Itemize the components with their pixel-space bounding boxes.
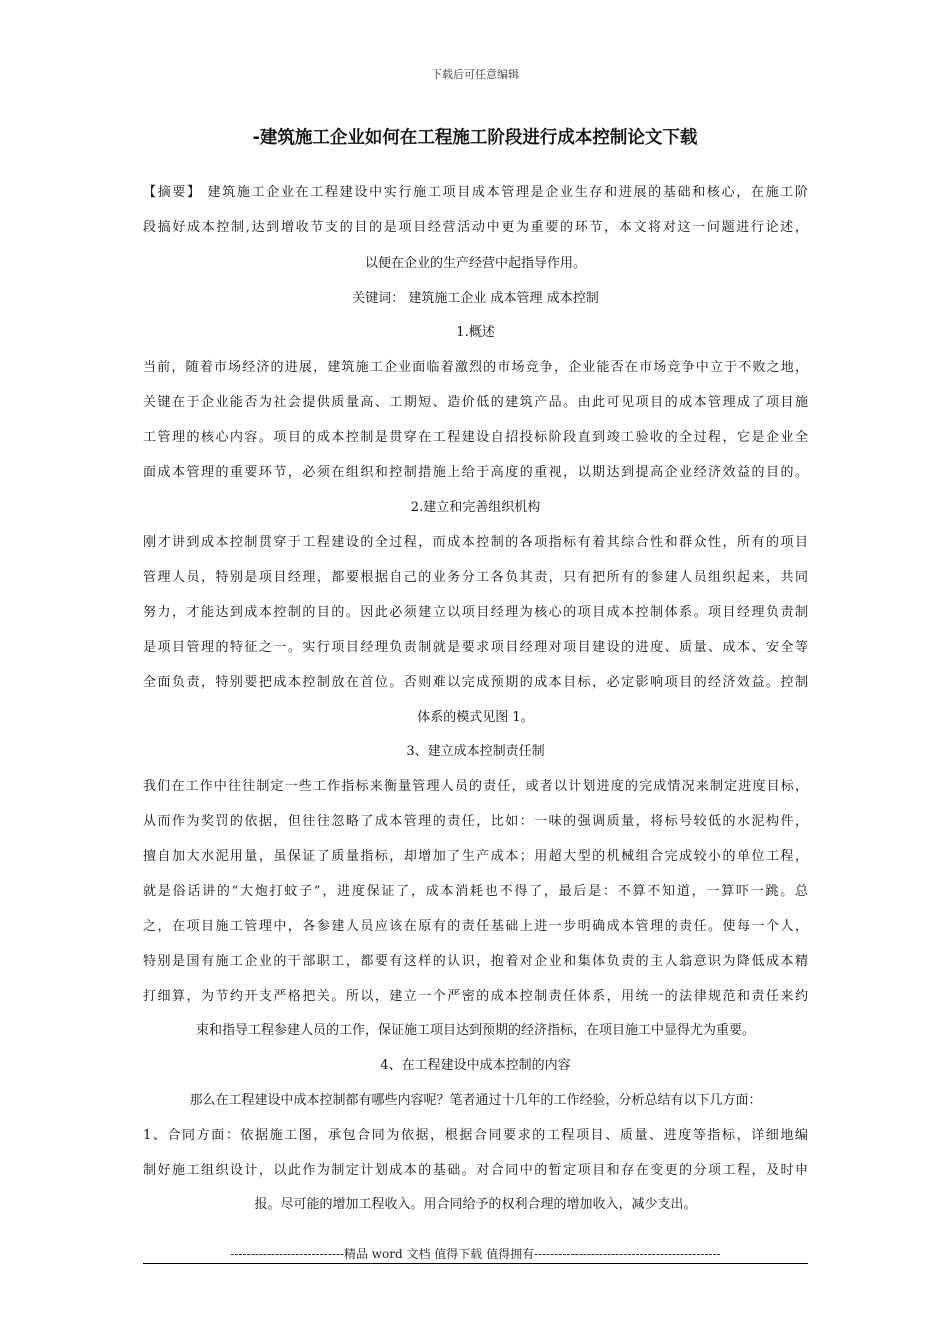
- paragraph-line: 刚才讲到成本控制贯穿于工程建设的全过程，而成本控制的各项指标有着其综合性和群众性，所有的项目: [143, 535, 808, 550]
- section-heading: 2.建立和完善组织机构: [410, 500, 541, 515]
- paragraph-line: 从而作为奖罚的依据，但往往忽略了成本管理的责任，比如：一味的强调质量，将标号较低的水泥构件，: [143, 814, 808, 829]
- paragraph-line: 努力，才能达到成本控制的目的。因此必须建立以项目经理为核心的项目成本控制体系。项目经理负责制: [143, 605, 808, 620]
- abstract-line: 【摘要】 建筑施工企业在工程建设中实行施工项目成本管理是企业生存和进展的基础和核心，在施工阶: [143, 185, 808, 200]
- paragraph-line: 是项目管理的特征之一。实行项目经理负责制就是要求项目经理对项目建设的进度、质量、成本、安全等: [143, 640, 808, 655]
- paragraph-line: 擅自加大水泥用量，虽保证了质量指标，却增加了生产成本；用超大型的机械组合完成较小的单位工程，: [143, 849, 808, 864]
- paragraph-line: 体系的模式见图 1。: [417, 710, 534, 725]
- document-title: -建筑施工企业如何在工程施工阶段进行成本控制论文下载: [252, 128, 698, 148]
- paragraph-line: 我们在工作中往往制定一些工作指标来衡量管理人员的责任，或者以计划进度的完成情况来制定进度目标，: [143, 779, 808, 794]
- section-heading: 1.概述: [456, 325, 495, 340]
- section-heading: 3、建立成本控制责任制: [406, 744, 545, 759]
- paragraph-line: 1、合同方面：依据施工图，承包合同为依据，根据合同要求的工程项目、质量、进度等指标，详细地编: [143, 1128, 808, 1143]
- paragraph-line: 关键在于企业能否为社会提供质量高、工期短、造价低的建筑产品。由此可见项目的成本管理成了项目施: [143, 395, 808, 410]
- footer-banner: ----------------------------精品 word 文档 值得下载 值得拥有----------------------------------------------: [230, 1247, 721, 1261]
- abstract-line: 段搞好成本控制,达到增收节支的目的是项目经营活动中更为重要的环节，本文将对这一问题进行论述，: [143, 220, 808, 235]
- keywords-line: 关键词： 建筑施工企业 成本管理 成本控制: [352, 291, 599, 306]
- paragraph-line: 全面负责，特别要把成本控制放在首位。否则难以完成预期的成本目标，必定影响项目的经济效益。控制: [143, 675, 808, 690]
- abstract-line: 以便在企业的生产经营中起指导作用。: [364, 256, 586, 271]
- paragraph-line: 管理人员，特别是项目经理，都要根据自己的业务分工各负其责，只有把所有的参建人员组织起来，共同: [143, 570, 808, 585]
- paragraph-line: 特别是国有施工企业的干部职工，都要有这样的认识，抱着对企业和集体负责的主人翁意识为降低成本精: [143, 954, 808, 969]
- paragraph-line: 那么在工程建设中成本控制都有哪些内容呢？笔者通过十几年的工作经验，分析总结有以下几方面：: [189, 1093, 762, 1108]
- paragraph-line: 束和指导工程参建人员的工作，保证施工项目达到预期的经济指标，在项目施工中显得尤为重要。: [195, 1023, 755, 1038]
- section-heading: 4、在工程建设中成本控制的内容: [380, 1058, 571, 1073]
- paragraph-line: 当前，随着市场经济的进展，建筑施工企业面临着激烈的市场竞争，企业能否在市场竞争中立于不败之地，: [143, 360, 808, 375]
- paragraph-line: 制好施工组织设计，以此作为制定计划成本的基础。对合同中的暂定项目和存在变更的分项工程，及时申: [143, 1163, 808, 1178]
- paragraph-line: 报。尽可能的增加工程收入。用合同给予的权利合理的增加收入，减少支出。: [254, 1197, 697, 1212]
- header-note: 下载后可任意编辑: [431, 68, 519, 81]
- paragraph-line: 面成本管理的重要环节，必须在组织和控制措施上给于高度的重视，以期达到提高企业经济效益的目的。: [143, 465, 808, 480]
- paragraph-line: 之，在项目施工管理中，各参建人员应该在原有的责任基础上进一步明确成本管理的责任。使每一个人，: [143, 919, 808, 934]
- paragraph-line: 就是俗话讲的“大炮打蚊子”，进度保证了，成本消耗也不得了，最后是：不算不知道，一算吓一跳。总: [143, 884, 808, 899]
- paragraph-line: 打细算，为节约开支严格把关。所以，建立一个严密的成本控制责任体系，用统一的法律规范和责任来约: [143, 989, 808, 1004]
- footer-rule: [143, 1263, 808, 1264]
- paragraph-line: 工管理的核心内容。项目的成本控制是贯穿在工程建设自招投标阶段直到竣工验收的全过程，它是企业全: [143, 430, 808, 445]
